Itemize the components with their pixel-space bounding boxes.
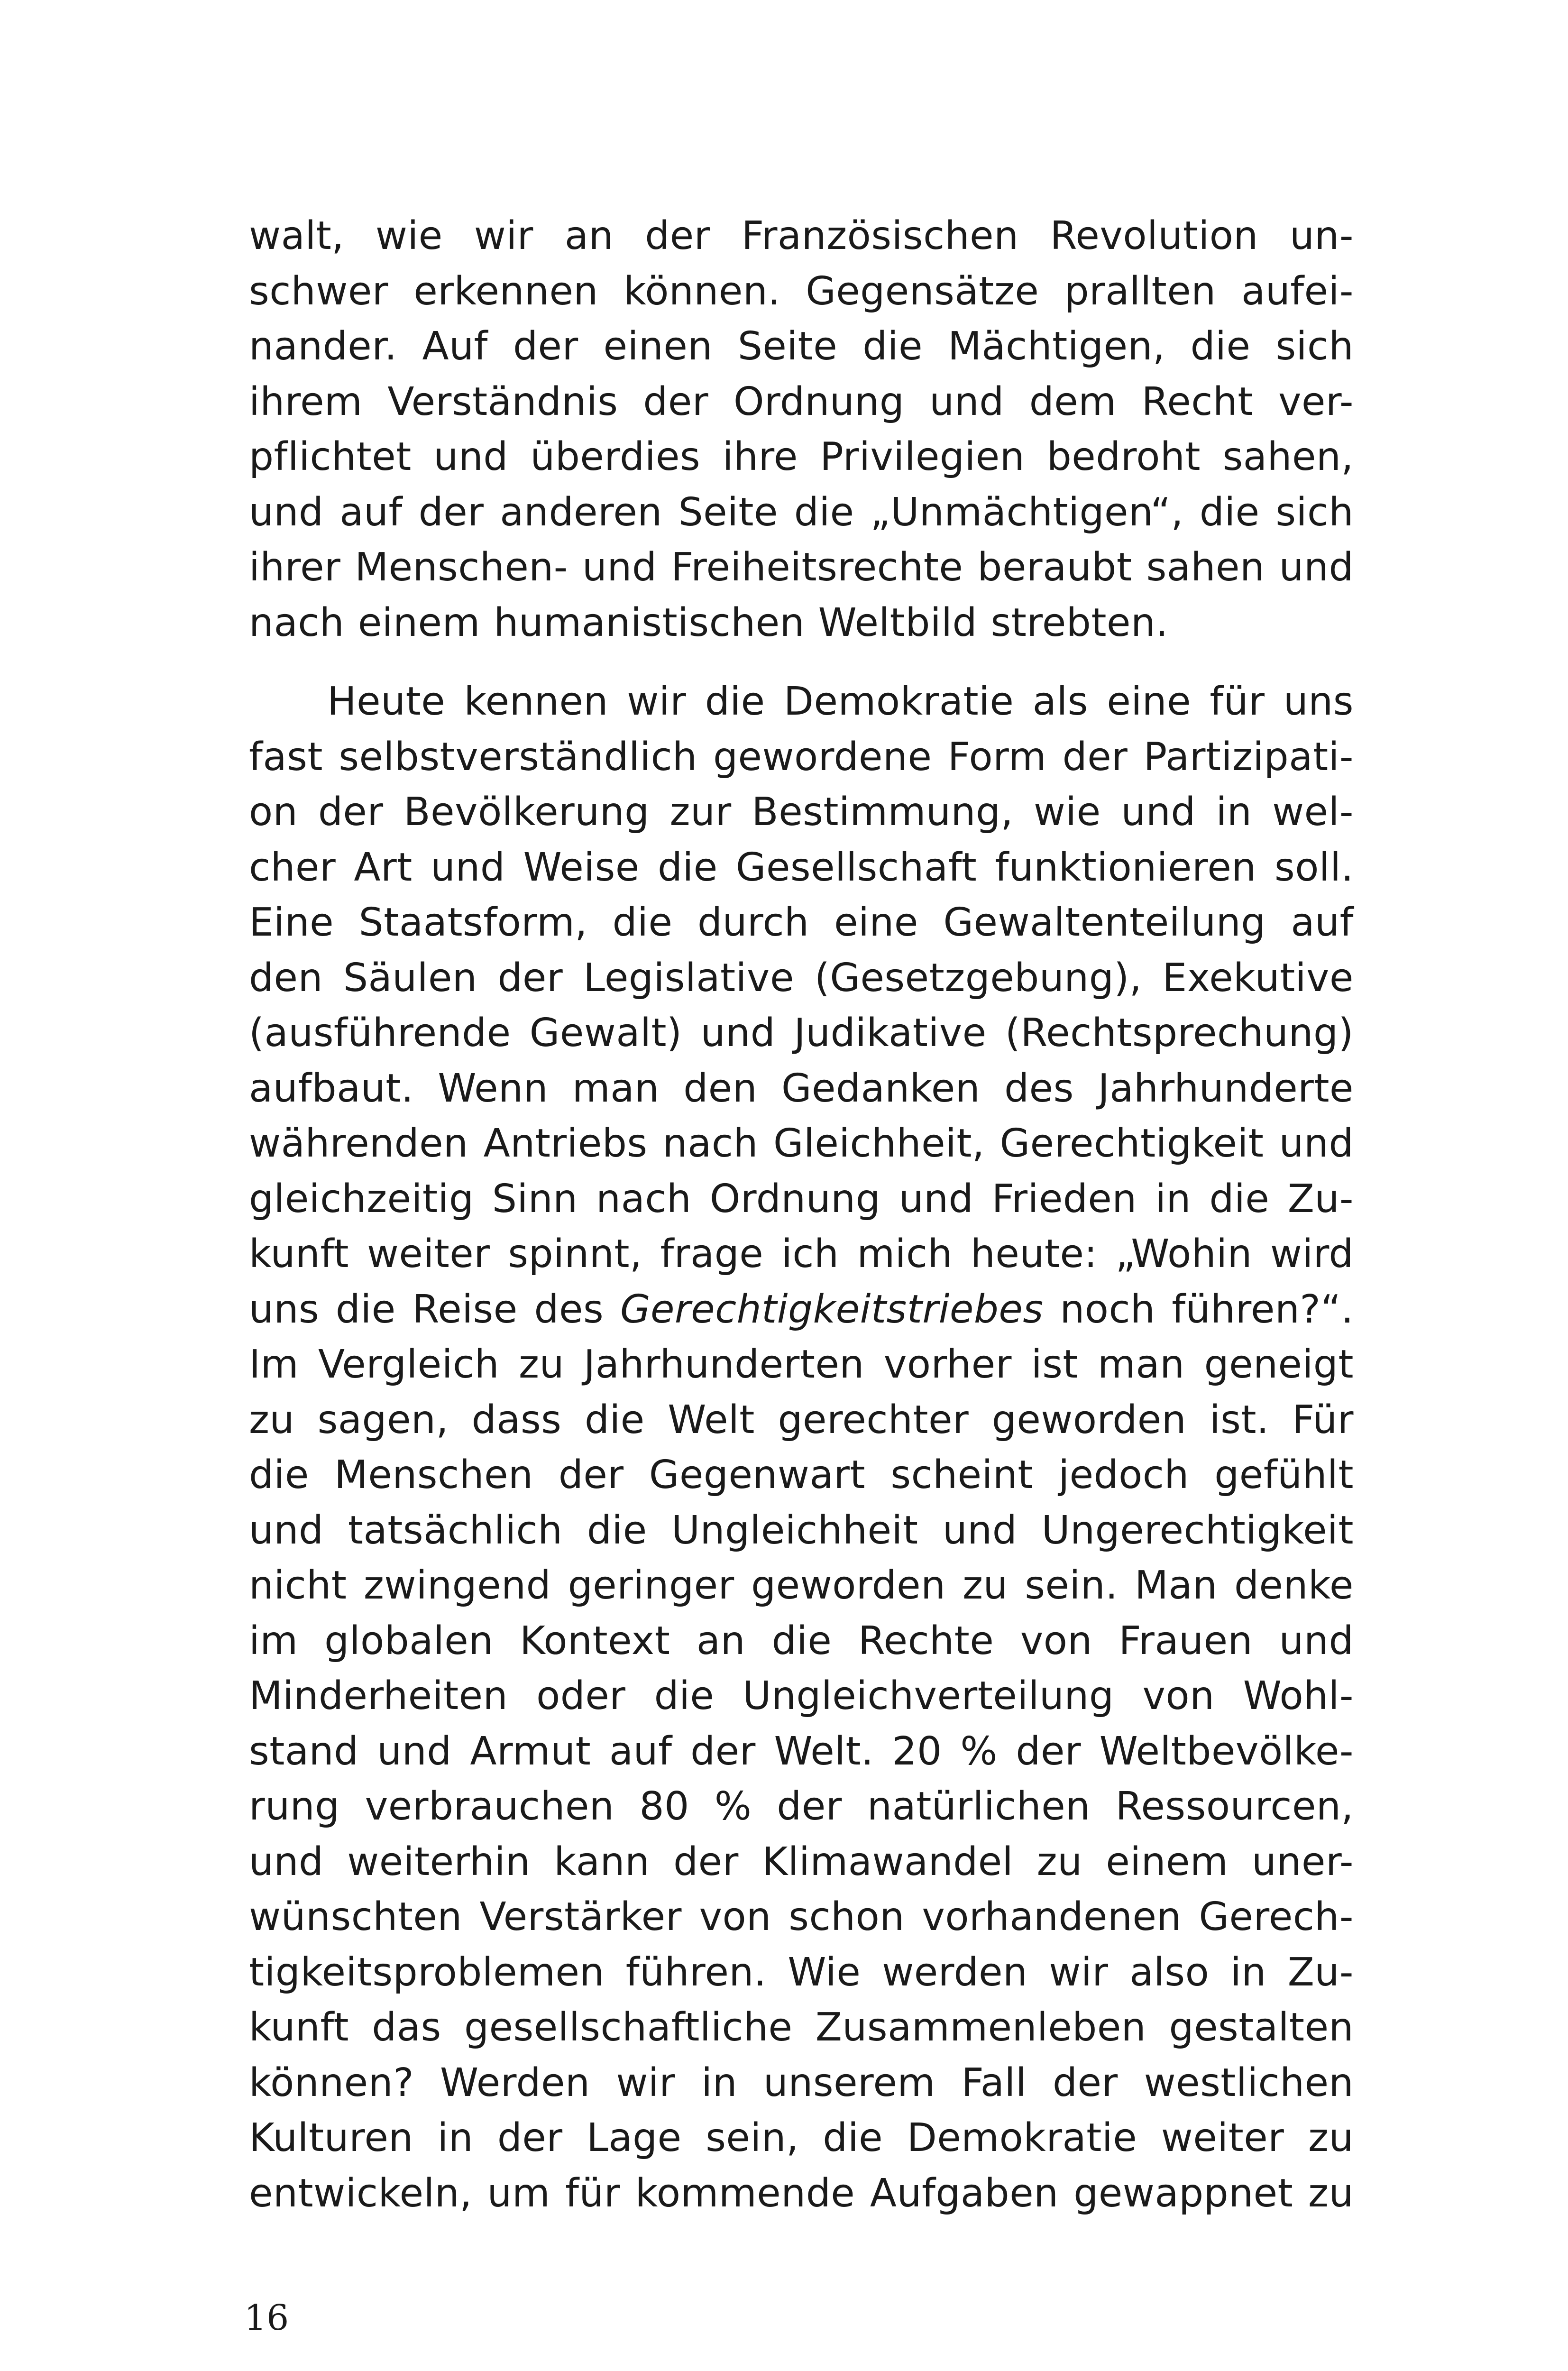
text-line: nicht zwingend geringer geworden zu sein. Man denke [249,1563,1354,1608]
text-line: fast selbstverständlich gewordene Form der Partizipati- [249,734,1354,780]
text-line: den Säulen der Legislative (Gesetzgebung), Exekutive [249,955,1354,1001]
text-segment: noch führen?“. [1043,1287,1354,1332]
body-text [249,209,1354,2221]
text-line: nander. Auf der einen Seite die Mächtigen, die sich [249,324,1354,369]
text-line: entwickeln, um für kommende Aufgaben gewappnet zu [249,2170,1354,2216]
text-line: cher Art und Weise die Gesellschaft funktionieren soll. [249,845,1354,890]
text-line: on der Bevölkerung zur Bestimmung, wie und in wel- [249,790,1354,835]
text-line: zu sagen, dass die Welt gerechter geworden ist. Für [249,1397,1354,1443]
text-line: im globalen Kontext an die Rechte von Frauen und [249,1618,1354,1663]
text-line: walt, wie wir an der Französischen Revolution un- [249,213,1354,258]
text-line: können? Werden wir in unserem Fall der westlichen [249,2060,1354,2105]
text-line: aufbaut. Wenn man den Gedanken des Jahrhunderte [249,1066,1354,1111]
text-line: und weiterhin kann der Klimawandel zu einem uner- [249,1839,1354,1884]
page-number: 16 [244,2297,289,2338]
text-line: und auf der anderen Seite die „Unmächtigen“, die sich [249,489,1354,535]
text-line: währenden Antriebs nach Gleichheit, Gerechtigkeit und [249,1121,1354,1166]
text-line: nach einem humanistischen Weltbild strebten. [249,600,1168,645]
text-line-with-italic [249,1282,1354,1338]
text-line: tigkeitsproblemen führen. Wie werden wir also in Zu- [249,1949,1354,1995]
italic-term: Gerechtigkeitstriebes [620,1287,1044,1332]
text-line: Minderheiten oder die Ungleichverteilung von Wohl- [249,1673,1354,1719]
text-line: gleichzeitig Sinn nach Ordnung und Frieden in die Zu- [249,1176,1354,1222]
text-line: Eine Staatsform, die durch eine Gewaltenteilung auf [249,900,1354,945]
text-line: wünschten Verstärker von schon vorhandenen Gerech- [249,1894,1354,1939]
text-line: kunft das gesellschaftliche Zusammenleben gestalten [249,2005,1354,2050]
text-line: kunft weiter spinnt, frage ich mich heute: „Wohin wird [249,1231,1354,1277]
text-line: ihrer Menschen- und Freiheitsrechte beraubt sahen und [249,545,1354,590]
text-line: rung verbrauchen 80 % der natürlichen Ressourcen, [249,1784,1354,1829]
paragraph-2 [249,674,1354,2221]
paragraph-1 [249,209,1354,651]
text-line: und tatsächlich die Ungleichheit und Ungerechtigkeit [249,1507,1354,1553]
text-line: Im Vergleich zu Jahrhunderten vorher ist man geneigt [249,1342,1354,1387]
text-line: (ausführende Gewalt) und Judikative (Rechtsprechung) [249,1011,1354,1056]
text-line: ihrem Verständnis der Ordnung und dem Recht ver- [249,379,1354,424]
text-line: pflichtet und überdies ihre Privilegien bedroht sahen, [249,434,1354,479]
text-line: Kulturen in der Lage sein, die Demokratie weiter zu [249,2115,1354,2160]
text-line: stand und Armut auf der Welt. 20 % der Weltbevölke- [249,1728,1354,1774]
text-line: schwer erkennen können. Gegensätze prallten aufei- [249,268,1354,314]
text-line: Heute kennen wir die Demokratie als eine für uns [327,679,1354,724]
text-line: die Menschen der Gegenwart scheint jedoch gefühlt [249,1452,1354,1498]
text-segment: uns die Reise des [249,1287,620,1332]
